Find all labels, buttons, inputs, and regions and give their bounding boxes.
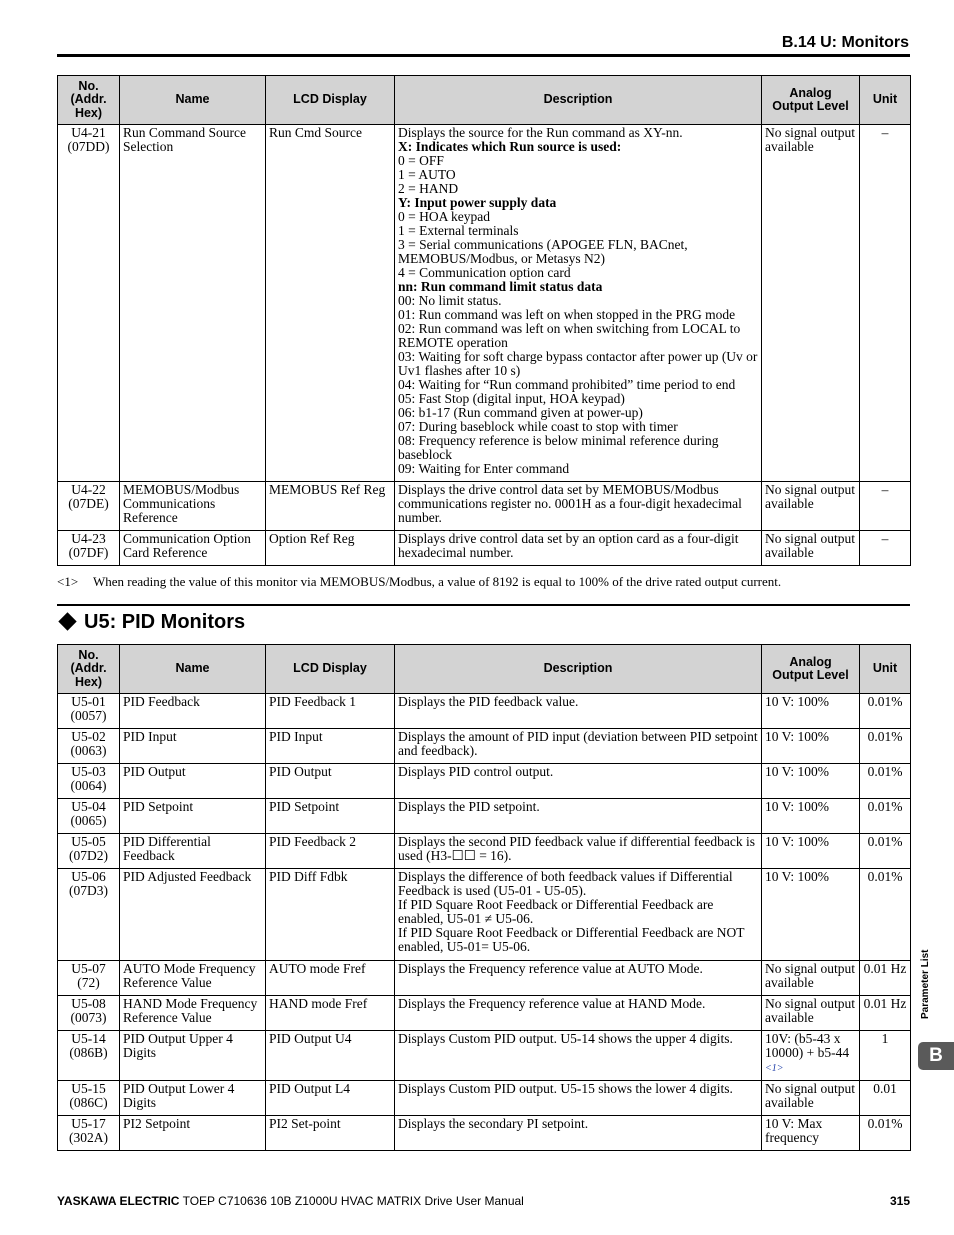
description-cell	[395, 961, 762, 996]
lcd-display-text: PID Input	[266, 729, 395, 764]
table-row	[58, 799, 911, 834]
parameter-number: U5-14	[71, 1031, 106, 1046]
parameter-name: AUTO Mode Frequency Reference Value	[120, 961, 266, 996]
description-cell	[395, 694, 762, 729]
parameter-number-cell	[58, 1081, 120, 1116]
table-row	[58, 1116, 911, 1151]
description-cell	[395, 869, 762, 961]
description-line: 01: Run command was left on when stopped in the PRG mode	[398, 307, 736, 322]
footnote-reference: <1>	[765, 1063, 784, 1074]
unit-cell: –	[860, 125, 911, 482]
description-line: 08: Frequency reference is below minimal reference during baseblock	[398, 433, 719, 462]
description-line: Displays the amount of PID input (deviation between PID setpoint and feedback).	[398, 729, 758, 758]
description-line: 03: Waiting for soft charge bypass contactor after power up (Uv or Uv1 flashes after 10 s)	[398, 349, 758, 378]
lcd-display-text: PI2 Set-point	[266, 1116, 395, 1151]
description-cell	[395, 1081, 762, 1116]
description-cell	[395, 482, 762, 531]
table-row	[58, 869, 911, 961]
parameter-number-cell	[58, 1116, 120, 1151]
parameter-number: U5-05	[71, 834, 106, 849]
parameter-name: PID Output Lower 4 Digits	[120, 1081, 266, 1116]
description-line: 0 = HOA keypad	[398, 209, 490, 224]
unit-cell: –	[860, 531, 911, 566]
parameter-address: (07D3)	[69, 883, 108, 898]
parameter-name: Communication Option Card Reference	[120, 531, 266, 566]
parameter-number-cell	[58, 125, 120, 482]
parameter-number: U4-22	[71, 482, 106, 497]
parameter-name: PID Feedback	[120, 694, 266, 729]
parameter-number-cell	[58, 996, 120, 1031]
col-header-unit: Unit	[860, 76, 911, 125]
analog-output-level: No signal output available	[765, 482, 855, 511]
parameter-address: (086C)	[69, 1095, 108, 1110]
u4-monitor-table	[57, 75, 911, 566]
parameter-name: PI2 Setpoint	[120, 1116, 266, 1151]
parameter-address: (07D2)	[69, 848, 108, 863]
unit-cell: 0.01%	[860, 1116, 911, 1151]
description-line: 3 = Serial communications (APOGEE FLN, BACnet, MEMOBUS/Modbus, or Metasys N2)	[398, 237, 688, 266]
analog-output-level-cell	[762, 764, 860, 799]
description-line: Displays the Frequency reference value at AUTO Mode.	[398, 961, 703, 976]
col-header-description: Description	[395, 76, 762, 125]
parameter-name: PID Setpoint	[120, 799, 266, 834]
footer-brand: YASKAWA ELECTRIC	[57, 1194, 180, 1208]
parameter-address: (0057)	[70, 708, 107, 723]
table-row	[58, 482, 911, 531]
analog-output-level: 10 V: 100%	[765, 764, 829, 779]
table-row	[58, 531, 911, 566]
parameter-address: (0073)	[70, 1010, 107, 1025]
analog-output-level: 10 V: 100%	[765, 799, 829, 814]
col-header-description: Description	[395, 645, 762, 694]
parameter-name: PID Differential Feedback	[120, 834, 266, 869]
table-row	[58, 1031, 911, 1081]
parameter-number: U5-02	[71, 729, 106, 744]
parameter-name: PID Adjusted Feedback	[120, 869, 266, 961]
u5-pid-monitor-table	[57, 644, 911, 1151]
analog-output-level-cell	[762, 729, 860, 764]
col-header-name: Name	[120, 76, 266, 125]
description-cell	[395, 764, 762, 799]
description-line: Displays drive control data set by an option card as a four-digit hexadecimal number.	[398, 531, 739, 560]
page-number: 315	[889, 1194, 910, 1208]
description-line: If PID Square Root Feedback or Differential Feedback are enabled, U5-01 ≠ U5-06.	[398, 897, 714, 926]
description-cell	[395, 729, 762, 764]
description-line: Displays the PID setpoint.	[398, 799, 540, 814]
parameter-number-cell	[58, 834, 120, 869]
col-header-name: Name	[120, 645, 266, 694]
parameter-number: U5-03	[71, 764, 106, 779]
analog-output-level: 10 V: 100%	[765, 729, 829, 744]
diamond-bullet-icon	[58, 613, 76, 631]
parameter-number-cell	[58, 482, 120, 531]
section-heading	[57, 610, 245, 634]
section-rule	[57, 604, 910, 606]
description-line: If PID Square Root Feedback or Differential Feedback are NOT enabled, U5-01= U5-06.	[398, 925, 745, 954]
parameter-number: U5-04	[71, 799, 106, 814]
col-header-lcd: LCD Display	[266, 76, 395, 125]
analog-output-level-cell	[762, 125, 860, 482]
description-line: Displays the Frequency reference value at HAND Mode.	[398, 996, 706, 1011]
lcd-display-text: Option Ref Reg	[266, 531, 395, 566]
unit-cell: 1	[860, 1031, 911, 1081]
parameter-number-cell	[58, 1031, 120, 1081]
lcd-display-text: PID Diff Fdbk	[266, 869, 395, 961]
description-line: Displays Custom PID output. U5-14 shows the upper 4 digits.	[398, 1031, 733, 1046]
parameter-name: MEMOBUS/Modbus Communications Reference	[120, 482, 266, 531]
parameter-number-cell	[58, 694, 120, 729]
description-line: Displays the PID feedback value.	[398, 694, 579, 709]
description-cell	[395, 125, 762, 482]
description-cell	[395, 996, 762, 1031]
description-line: 05: Fast Stop (digital input, HOA keypad)	[398, 391, 625, 406]
description-line: 0 = OFF	[398, 153, 444, 168]
table-row	[58, 125, 911, 482]
parameter-address: (0063)	[70, 743, 107, 758]
analog-output-level: No signal output available	[765, 531, 855, 560]
description-line: 4 = Communication option card	[398, 265, 571, 280]
analog-output-level: 10 V: 100%	[765, 834, 829, 849]
parameter-address: (0064)	[70, 778, 107, 793]
section-header-title: B.14 U: Monitors	[781, 34, 909, 51]
analog-output-level-cell	[762, 1031, 860, 1081]
description-line: 00: No limit status.	[398, 293, 502, 308]
unit-cell: 0.01 Hz	[860, 961, 911, 996]
analog-output-level: No signal output available	[765, 125, 855, 154]
description-cell	[395, 1031, 762, 1081]
unit-cell: 0.01%	[860, 834, 911, 869]
table-row	[58, 694, 911, 729]
analog-output-level-cell	[762, 531, 860, 566]
col-header-no: No. (Addr. Hex)	[58, 645, 120, 694]
unit-cell: 0.01	[860, 1081, 911, 1116]
lcd-display-text: HAND mode Fref	[266, 996, 395, 1031]
analog-output-level-cell	[762, 961, 860, 996]
description-line: Displays the secondary PI setpoint.	[398, 1116, 589, 1131]
parameter-number-cell	[58, 961, 120, 996]
analog-output-level-cell	[762, 1116, 860, 1151]
description-line: Y: Input power supply data	[398, 195, 557, 210]
analog-output-level: 10V: (b5-43 x 10000) + b5-44	[765, 1031, 850, 1060]
description-line: Displays the difference of both feedback values if Differential Feedback is used (U5-01 - U5-05).	[398, 869, 733, 898]
analog-output-level-cell	[762, 996, 860, 1031]
parameter-number-cell	[58, 729, 120, 764]
appendix-tab[interactable]: B	[918, 1042, 954, 1070]
unit-cell: –	[860, 482, 911, 531]
description-line: Displays the source for the Run command as XY-nn.	[398, 125, 683, 140]
lcd-display-text: PID Feedback 1	[266, 694, 395, 729]
parameter-number: U5-15	[71, 1081, 106, 1096]
lcd-display-text: PID Output U4	[266, 1031, 395, 1081]
col-header-no: No. (Addr. Hex)	[58, 76, 120, 125]
unit-cell: 0.01 Hz	[860, 996, 911, 1031]
footer-document: TOEP C710636 10B Z1000U HVAC MATRIX Drive User Manual	[182, 1194, 524, 1208]
parameter-number-cell	[58, 531, 120, 566]
table-header-row	[58, 645, 911, 694]
parameter-number: U4-21	[71, 125, 106, 140]
lcd-display-text: PID Output L4	[266, 1081, 395, 1116]
description-line: 07: During baseblock while coast to stop with timer	[398, 419, 678, 434]
description-line: Displays Custom PID output. U5-15 shows the lower 4 digits.	[398, 1081, 733, 1096]
description-line: 2 = HAND	[398, 181, 459, 196]
description-cell	[395, 799, 762, 834]
parameter-name: Run Command Source Selection	[120, 125, 266, 482]
parameter-number: U5-06	[71, 869, 106, 884]
col-header-analog-output: Analog Output Level	[762, 76, 860, 125]
unit-cell: 0.01%	[860, 764, 911, 799]
table-row	[58, 834, 911, 869]
parameter-name: PID Input	[120, 729, 266, 764]
table-row	[58, 996, 911, 1031]
analog-output-level-cell	[762, 482, 860, 531]
analog-output-level: No signal output available	[765, 996, 855, 1025]
parameter-number-cell	[58, 764, 120, 799]
parameter-address: (07DE)	[68, 496, 109, 511]
unit-cell: 0.01%	[860, 729, 911, 764]
analog-output-level-cell	[762, 834, 860, 869]
col-header-unit: Unit	[860, 645, 911, 694]
analog-output-level-cell	[762, 1081, 860, 1116]
unit-cell: 0.01%	[860, 869, 911, 961]
parameter-address: (302A)	[69, 1130, 108, 1145]
parameter-name: HAND Mode Frequency Reference Value	[120, 996, 266, 1031]
table-row	[58, 764, 911, 799]
description-line: Displays the second PID feedback value if differential feedback is used (H3-☐☐ = 16).	[398, 834, 755, 863]
description-line: 1 = External terminals	[398, 223, 519, 238]
parameter-name: PID Output Upper 4 Digits	[120, 1031, 266, 1081]
analog-output-level-cell	[762, 799, 860, 834]
parameter-address: (07DF)	[68, 545, 109, 560]
table-row	[58, 729, 911, 764]
description-line: 06: b1-17 (Run command given at power-up)	[398, 405, 643, 420]
footnote	[57, 574, 910, 589]
analog-output-level-cell	[762, 694, 860, 729]
parameter-address: (086B)	[69, 1045, 108, 1060]
col-header-lcd: LCD Display	[266, 645, 395, 694]
description-line: nn: Run command limit status data	[398, 279, 603, 294]
description-cell	[395, 531, 762, 566]
parameter-number: U5-08	[71, 996, 106, 1011]
analog-output-level: 10 V: Max frequency	[765, 1116, 823, 1145]
section-heading-text: U5: PID Monitors	[84, 611, 246, 633]
col-header-analog-output: Analog Output Level	[762, 645, 860, 694]
analog-output-level-cell	[762, 869, 860, 961]
lcd-display-text: PID Setpoint	[266, 799, 395, 834]
parameter-number: U4-23	[71, 531, 106, 546]
table-row	[58, 961, 911, 996]
table-header-row	[58, 76, 911, 125]
lcd-display-text: PID Feedback 2	[266, 834, 395, 869]
parameter-number: U5-17	[71, 1116, 106, 1131]
description-line: Displays the drive control data set by MEMOBUS/Modbus communications register no. 0001H as a four-digit hexadecimal number.	[398, 482, 742, 525]
footnote-mark: <1>	[57, 574, 79, 589]
analog-output-level: No signal output available	[765, 961, 855, 990]
description-line: 1 = AUTO	[398, 167, 456, 182]
analog-output-level: 10 V: 100%	[765, 869, 829, 884]
parameter-name: PID Output	[120, 764, 266, 799]
lcd-display-text: Run Cmd Source	[266, 125, 395, 482]
description-cell	[395, 1116, 762, 1151]
parameter-number: U5-07	[71, 961, 106, 976]
unit-cell: 0.01%	[860, 799, 911, 834]
analog-output-level: No signal output available	[765, 1081, 855, 1110]
lcd-display-text: MEMOBUS Ref Reg	[266, 482, 395, 531]
parameter-number-cell	[58, 799, 120, 834]
description-cell	[395, 834, 762, 869]
unit-cell: 0.01%	[860, 694, 911, 729]
table-row	[58, 1081, 911, 1116]
description-line: 09: Waiting for Enter command	[398, 461, 570, 476]
footnote-text: When reading the value of this monitor via MEMOBUS/Modbus, a value of 8192 is equal to 100% of the drive rated output current.	[93, 574, 782, 589]
parameter-address: (72)	[77, 975, 100, 990]
parameter-number-cell	[58, 869, 120, 961]
lcd-display-text: PID Output	[266, 764, 395, 799]
parameter-number: U5-01	[71, 694, 106, 709]
parameter-address: (07DD)	[67, 139, 110, 154]
parameter-address: (0065)	[70, 813, 107, 828]
description-line: 04: Waiting for “Run command prohibited” time period to end	[398, 377, 736, 392]
page-footer	[57, 1194, 910, 1208]
analog-output-level: 10 V: 100%	[765, 694, 829, 709]
description-line: Displays PID control output.	[398, 764, 554, 779]
lcd-display-text: AUTO mode Fref	[266, 961, 395, 996]
sidebar-section-label: Parameter List	[920, 949, 931, 1019]
description-line: 02: Run command was left on when switching from LOCAL to REMOTE operation	[398, 321, 741, 350]
description-line: X: Indicates which Run source is used:	[398, 139, 622, 154]
header-rule	[57, 54, 910, 57]
